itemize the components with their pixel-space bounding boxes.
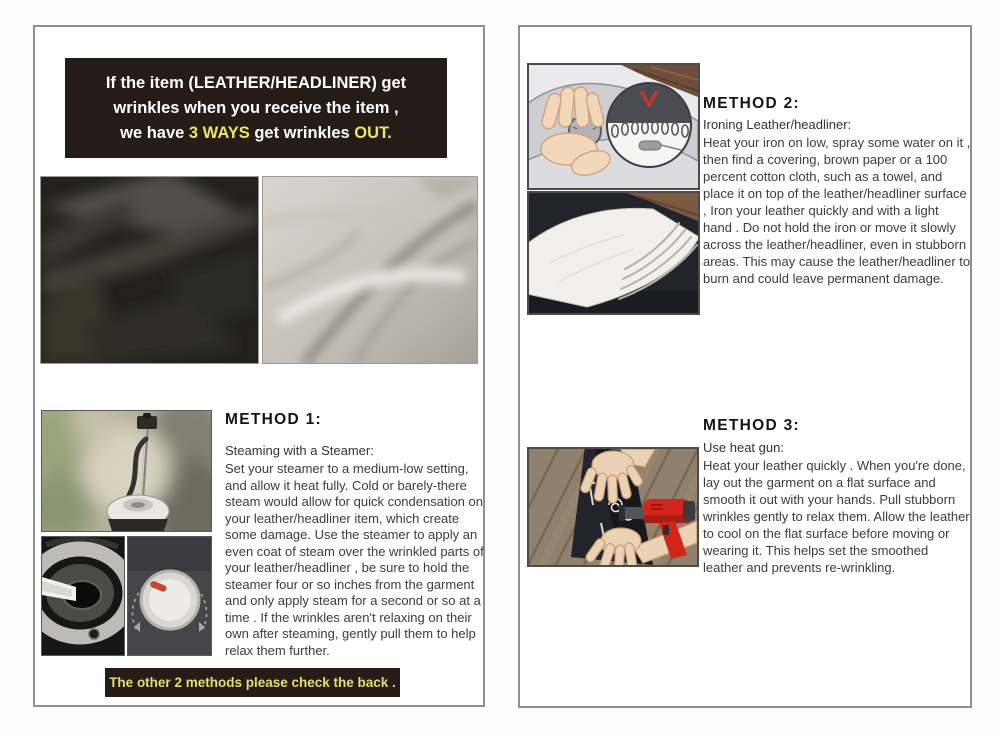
banner-line-2: wrinkles when you receive the item , — [113, 98, 399, 117]
title-banner — [65, 58, 447, 158]
front-page — [33, 25, 485, 707]
method2-body: Heat your iron on low, spray some water on it , then find a covering, brown paper or a 100 percent cotton cloth, such as a towel, and place it on top of the leather/headliner surface , Iron your leather quickly and with a light hand . Do not hold the iron or move it slowly across the leather/headliner, even in stubborn areas. This may cause the leather/headliner to burn and could leave permanent damage. — [703, 135, 971, 286]
method1-heading: METHOD 1: — [225, 411, 322, 428]
method3-heading: METHOD 3: — [703, 417, 800, 434]
wrinkled-gray-headliner-photo — [262, 176, 478, 364]
banner-line-3-pre: we have — [120, 123, 189, 142]
banner-highlight-out: OUT. — [354, 123, 392, 142]
banner-line-1: If the item (LEATHER/HEADLINER) get — [105, 73, 407, 92]
folded-towel-illustration — [527, 191, 700, 315]
heat-gun-smoothing-illustration — [527, 447, 699, 567]
method3-subheading: Use heat gun: — [703, 440, 784, 455]
garment-steamer-photo — [41, 410, 212, 532]
banner-line-3-mid: get wrinkles — [249, 123, 355, 142]
method2-heading: METHOD 2: — [703, 95, 800, 112]
method3-body: Heat your leather quickly . When you're done, lay out the garment on a flat surface and smooth it out with your hands. Pull stubborn wrinkles gently to relax them. Allow the leather to cool on the flat surface before moving or wearing it. This helps set the smoothed leather and prevents re-wrinkling. — [703, 458, 970, 575]
method1-subheading: Steaming with a Steamer: — [225, 443, 374, 458]
banner-line-3 — [120, 121, 392, 146]
method2-subheading: Ironing Leather/headliner: — [703, 117, 852, 132]
steamer-water-tank-photo — [41, 536, 125, 656]
wrinkled-dark-leather-photo — [40, 176, 259, 364]
steamer-heat-dial-photo — [127, 536, 212, 656]
iron-temperature-dial-illustration — [527, 63, 700, 190]
back-page — [518, 25, 972, 708]
back-note-banner: The other 2 methods please check the back . — [105, 668, 400, 697]
method1-body: Set your steamer to a medium-low setting, and allow it heat fully. Cold or barely-there steam would allow for quick condensation on your leather/headliner item, which create some damage. Use the steamer to apply an even coat of steam over the wrinkled parts of your leather/headliner , be sure to hold the steamer four or so inches from the garment and only apply steam for a second or so at a time . If the wrinkles aren't relaxing on their own after steaming, gently pull them to help relax them further. — [225, 461, 484, 658]
banner-highlight-3ways: 3 WAYS — [188, 123, 250, 142]
